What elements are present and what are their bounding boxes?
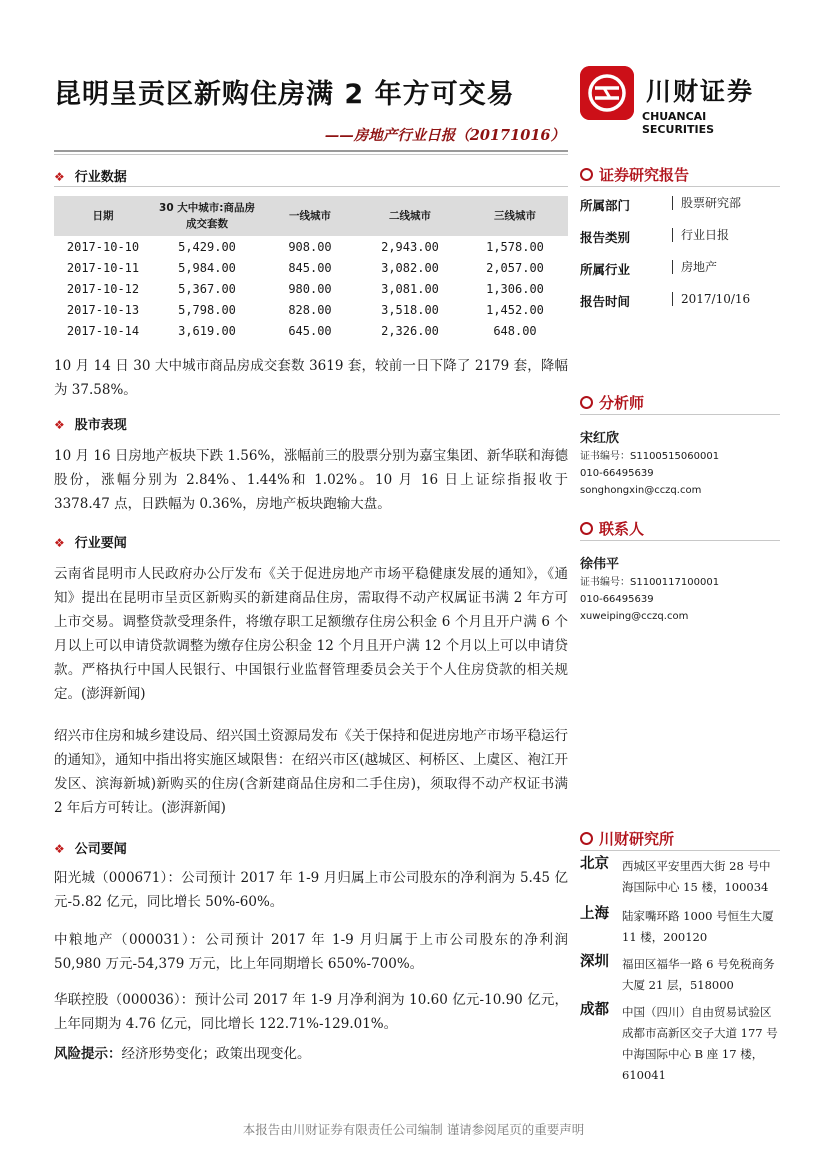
sidebar-divider [580, 414, 780, 415]
risk-label: 风险提示： [54, 1046, 122, 1062]
contact-phone: 010-66495639 [580, 594, 654, 605]
contact-cert: 证书编号：S1100117100001 [580, 577, 720, 588]
table-header-tier3: 三线城市 [462, 196, 568, 236]
title-divider [54, 150, 568, 152]
meta-row-date: 报告时间 2017/10/16 [580, 292, 751, 309]
contact-card [580, 556, 780, 625]
page-title: 昆明呈贡区新购住房满 2 年方可交易 [54, 79, 515, 110]
market-paragraph: 10 月 16 日房地产板块下跌 1.56%，涨幅前三的股票分别为嘉宝集团、新华联和海德股份，涨幅分别为 2.84%、1.44%和 1.02%。10 月 16 日上证综指报收于 3378.47 点，日跌幅为 0.36%，房地产板块跑输大盘。 [54, 448, 568, 512]
table-row: 2017-10-14 3,619.00 645.00 2,326.00 648.00 [66, 323, 537, 338]
section-heading-company-news: ❖ 公司要闻 [54, 842, 127, 857]
report-subtitle: ——房地产行业日报（20171016） [324, 127, 565, 144]
section-heading-industry-news: ❖ 行业要闻 [54, 536, 127, 551]
table-header-tier1: 一线城市 [262, 196, 358, 236]
logo-mark-icon [580, 66, 634, 120]
sidebar-divider [580, 540, 780, 541]
section-heading-market: ❖ 股市表现 [54, 418, 127, 433]
table-row: 2017-10-12 5,367.00 980.00 3,081.00 1,306.00 [66, 281, 544, 296]
logo-chinese-name: 川财证券 [646, 77, 755, 106]
analyst-cert: 证书编号：S1100515060001 [580, 451, 720, 462]
section-heading-industry-data: ❖ 行业数据 [54, 170, 127, 185]
analyst-email[interactable]: songhongxin@cczq.com [580, 485, 702, 496]
logo-english-name: CHUANCAI SECURITIES [642, 110, 715, 136]
sidebar-heading-institute: 川财研究所 [580, 828, 674, 849]
diamond-bullet-icon: ❖ [54, 536, 65, 550]
contact-email[interactable]: xuweiping@cczq.com [580, 611, 689, 622]
page-footer: 本报告由川财证券有限责任公司编制 谨请参阅尾页的重要声明 [242, 1122, 585, 1137]
table-row: 2017-10-10 5,429.00 908.00 2,943.00 1,578.00 [66, 239, 544, 254]
institute-icon [580, 832, 593, 845]
diamond-bullet-icon: ❖ [54, 170, 65, 184]
title-divider-thin [54, 154, 568, 155]
table-header-date: 日期 [54, 196, 152, 236]
table-header-30-cities: 30 大中城市:商品房成交套数 [152, 196, 262, 236]
company-logo [580, 66, 780, 136]
company-news-paragraph-3: 华联控股（000036）：预计公司 2017 年 1-9 月净利润为 10.60 亿元-10.90 亿元，上年同期为 4.76 亿元，同比增长 122.71%-129.01%。 [54, 992, 568, 1032]
diamond-bullet-icon: ❖ [54, 842, 65, 856]
table-header-tier2: 二线城市 [358, 196, 462, 236]
analyst-phone: 010-66495639 [580, 468, 654, 479]
report-icon [580, 168, 593, 181]
industry-news-paragraph-2: 绍兴市住房和城乡建设局、绍兴国土资源局发布《关于保持和促进房地产市场平稳运行的通知》，通知中指出将实施区域限售：在绍兴市区(越城区、柯桥区、上虞区、袍江开发区、滨海新城)新购买的住房(含新建商品住房和二手住房)，须取得不动产权证书满 2 年后方可转让。(澎湃新闻) [54, 728, 568, 816]
meta-row-category: 报告类别 行业日报 [580, 228, 730, 245]
sidebar-heading-analyst: 分析师 [580, 392, 644, 413]
risk-paragraph [54, 1042, 568, 1066]
table-header-row [54, 196, 568, 236]
risk-text: 经济形势变化；政策出现变化。 [121, 1046, 311, 1062]
sidebar-divider [580, 186, 780, 187]
meta-row-department: 所属部门 股票研究部 [580, 196, 742, 213]
report-meta [580, 196, 780, 324]
contact-name: 徐伟平 [580, 557, 620, 572]
industry-news-paragraph-1: 云南省昆明市人民政府办公厅发布《关于促进房地产市场平稳健康发展的通知》，《通知》提出在昆明市呈贡区新购买的新建商品住房，需取得不动产权属证书满 2 年方可上市交易。调整贷款受理条件，将缴存职工足额缴存住房公积金 6 个月且开户满 6 个月以上可以申请贷款调整为缴存住房公积金 12 个月且开户满 12 个月以上可以申请贷款。严格执行中国人民银行、中国银行业监督管理委员会关于个人住房贷款的相关规定。(澎湃新闻) [54, 566, 568, 702]
table-row: 2017-10-13 5,798.00 828.00 3,518.00 1,452.00 [66, 302, 544, 317]
sidebar-divider [580, 850, 780, 851]
sidebar-heading-contact: 联系人 [580, 518, 644, 539]
contact-icon [580, 522, 593, 535]
analyst-card [580, 430, 780, 499]
sidebar-heading-report: 证券研究报告 [580, 164, 689, 185]
transaction-table [54, 196, 568, 341]
company-news-paragraph-2: 中粮地产（000031）：公司预计 2017 年 1-9 月归属于上市公司股东的净利润 50,980 万元-54,379 万元，比上年同期增长 650%-700%。 [54, 932, 568, 972]
table-row: 2017-10-11 5,984.00 845.00 3,082.00 2,057.00 [66, 260, 544, 275]
analyst-name: 宋红欣 [580, 431, 620, 446]
data-summary-paragraph: 10 月 14 日 30 大中城市商品房成交套数 3619 套，较前一日下降了 2179 套，降幅为 37.58%。 [54, 358, 568, 398]
company-news-paragraph-1: 阳光城（000671）：公司预计 2017 年 1-9 月归属上市公司股东的净利润为 5.45 亿元-5.82 亿元，同比增长 50%-60%。 [54, 870, 568, 910]
section-divider [54, 186, 568, 187]
analyst-icon [580, 396, 593, 409]
diamond-bullet-icon: ❖ [54, 418, 65, 432]
meta-row-industry: 所属行业 房地产 [580, 260, 718, 277]
